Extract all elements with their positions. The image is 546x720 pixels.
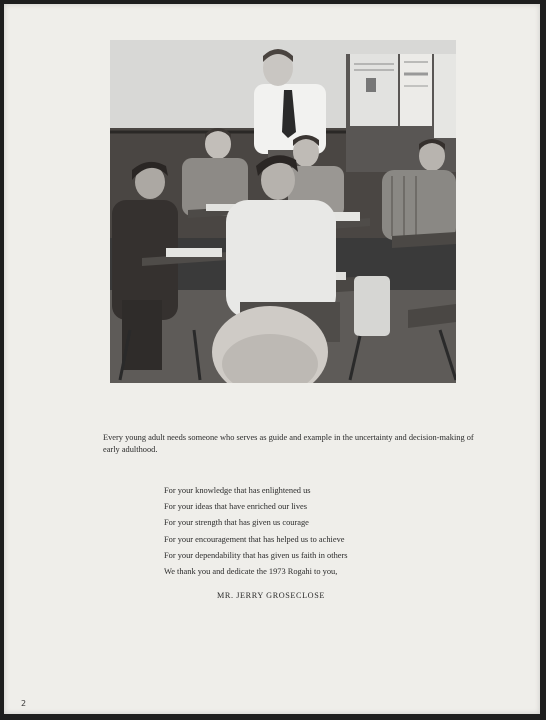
dedication-line: For your strength that has given us courage	[164, 518, 309, 528]
dedication-lines	[164, 483, 464, 580]
dedication-line: For your dependability that has given us faith in others	[164, 550, 348, 560]
dedication-line: We thank you and dedicate the 1973 Rogahi to you,	[164, 566, 338, 576]
dedicatee-name: MR. JERRY GROSECLOSE	[217, 591, 325, 600]
yearbook-page	[4, 4, 540, 714]
intro-paragraph: Every young adult needs someone who serves as guide and example in the uncertainty and decision-making of early adulthood.	[103, 433, 474, 454]
classroom-photo	[110, 40, 456, 383]
dedication-line: For your knowledge that has enlightened us	[164, 486, 311, 495]
classroom-photo-illustration	[110, 40, 456, 383]
dedication-line: For your ideas that have enriched our lives	[164, 502, 308, 512]
page-number: 2	[21, 699, 27, 708]
dedication-line: For your encouragement that has helped us to achieve	[164, 534, 345, 544]
